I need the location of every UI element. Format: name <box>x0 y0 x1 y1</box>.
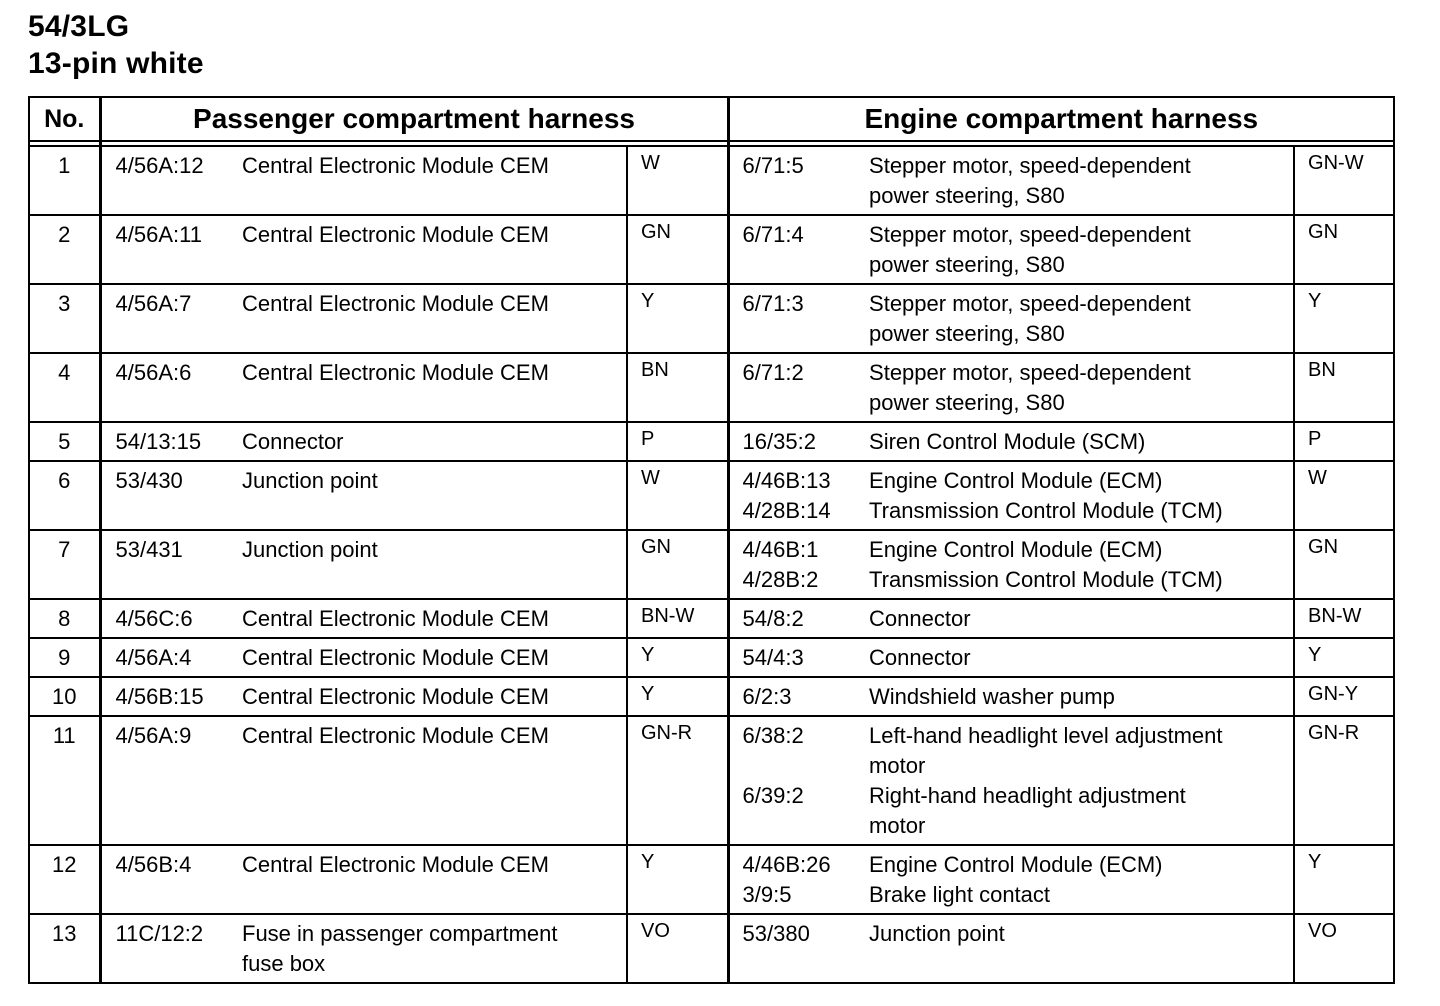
header-engine-harness: Engine compartment harness <box>728 97 1394 141</box>
passenger-description <box>242 530 627 599</box>
engine-ref-line: 4/28B:14 <box>742 498 831 523</box>
passenger-description-line: Central Electronic Module CEM <box>242 222 549 247</box>
passenger-ref-line: 53/430 <box>115 468 183 493</box>
engine-ref-line: 54/8:2 <box>742 606 804 631</box>
engine-description-line: power steering, S80 <box>869 252 1065 277</box>
engine-description-line: Left-hand headlight level adjustment <box>869 723 1223 748</box>
passenger-description-line: Junction point <box>242 468 378 493</box>
pin-number <box>29 461 100 530</box>
engine-description-line: Windshield washer pump <box>869 684 1115 709</box>
passenger-ref <box>100 677 242 716</box>
passenger-ref-line: 4/56A:12 <box>115 153 204 178</box>
passenger-wire-color <box>627 599 728 638</box>
passenger-wire-color-line: P <box>641 428 655 450</box>
passenger-ref <box>100 146 242 215</box>
engine-ref-line <box>743 751 870 781</box>
passenger-wire-color <box>627 461 728 530</box>
passenger-wire-color-line: W <box>641 467 660 489</box>
passenger-wire-color-line: BN <box>641 359 669 381</box>
pin-number-line: 7 <box>58 537 71 562</box>
passenger-wire-color <box>627 284 728 353</box>
passenger-ref-line: 4/56A:9 <box>115 723 192 748</box>
passenger-ref-line: 4/56C:6 <box>115 606 193 631</box>
passenger-description <box>242 716 627 845</box>
pin-number <box>29 530 100 599</box>
pin-number <box>29 284 100 353</box>
engine-description-line: Stepper motor, speed-dependent <box>869 222 1191 247</box>
passenger-description <box>242 284 627 353</box>
engine-description <box>869 845 1294 914</box>
connector-id: 54/3LG <box>28 10 130 43</box>
pin-number-line: 2 <box>58 222 71 247</box>
engine-description-line: Stepper motor, speed-dependent <box>869 360 1191 385</box>
engine-wire-color-line: GN <box>1308 536 1339 558</box>
passenger-ref <box>100 461 242 530</box>
engine-ref-line: 4/46B:1 <box>742 537 819 562</box>
pin-number-line: 12 <box>52 852 77 877</box>
passenger-description <box>242 638 627 677</box>
table-row <box>29 599 1394 638</box>
header-passenger-harness: Passenger compartment harness <box>100 97 728 141</box>
passenger-ref-line: 4/56A:7 <box>115 291 192 316</box>
engine-description-line: Right-hand headlight adjustment <box>869 783 1186 808</box>
table-row <box>29 353 1394 422</box>
passenger-ref-line: 53/431 <box>115 537 183 562</box>
engine-ref-line: 4/46B:13 <box>742 468 831 493</box>
engine-wire-color <box>1294 599 1394 638</box>
passenger-description-line: Junction point <box>242 537 378 562</box>
engine-description <box>869 914 1294 983</box>
engine-description <box>869 146 1294 215</box>
pin-number-line: 13 <box>52 921 77 946</box>
engine-wire-color-line: BN <box>1308 359 1336 381</box>
passenger-ref-line: 4/56A:6 <box>115 360 192 385</box>
pin-number-line: 5 <box>58 429 71 454</box>
pin-number <box>29 716 100 845</box>
engine-wire-color <box>1294 914 1394 983</box>
engine-wire-color <box>1294 461 1394 530</box>
passenger-ref-line: 4/56B:15 <box>115 684 204 709</box>
passenger-wire-color <box>627 146 728 215</box>
connector-description: 13-pin white <box>28 47 204 80</box>
passenger-ref <box>100 422 242 461</box>
table-row <box>29 146 1394 215</box>
passenger-description-line: Central Electronic Module CEM <box>242 645 549 670</box>
engine-wire-color-line: GN <box>1308 221 1339 243</box>
engine-description-line: Brake light contact <box>869 882 1051 907</box>
engine-ref-line: 6/71:3 <box>742 291 804 316</box>
document-title <box>28 8 204 82</box>
engine-description <box>869 677 1294 716</box>
table-row <box>29 215 1394 284</box>
engine-wire-color <box>1294 284 1394 353</box>
passenger-wire-color-line: VO <box>641 920 670 942</box>
passenger-description-line: Fuse in passenger compartment <box>242 921 558 946</box>
passenger-wire-color <box>627 914 728 983</box>
engine-ref <box>728 677 869 716</box>
passenger-description <box>242 353 627 422</box>
passenger-description <box>242 461 627 530</box>
engine-wire-color <box>1294 353 1394 422</box>
pin-number <box>29 146 100 215</box>
passenger-description <box>242 215 627 284</box>
engine-ref-line: 6/71:5 <box>742 153 804 178</box>
engine-wire-color-line: GN-R <box>1308 722 1360 744</box>
engine-ref <box>728 845 869 914</box>
engine-ref <box>728 215 869 284</box>
passenger-description <box>242 914 627 983</box>
passenger-ref <box>100 530 242 599</box>
engine-wire-color-line: P <box>1308 428 1322 450</box>
passenger-description-line: Central Electronic Module CEM <box>242 606 549 631</box>
passenger-wire-color <box>627 353 728 422</box>
engine-ref <box>728 146 869 215</box>
engine-wire-color-line: Y <box>1308 644 1322 666</box>
engine-description-line: Stepper motor, speed-dependent <box>869 291 1191 316</box>
engine-ref <box>728 284 869 353</box>
engine-ref-line: 54/4:3 <box>742 645 804 670</box>
engine-description-line: Stepper motor, speed-dependent <box>869 153 1191 178</box>
engine-description-line: Junction point <box>869 921 1005 946</box>
header-no: No. <box>29 97 100 141</box>
engine-ref-line: 4/28B:2 <box>742 567 819 592</box>
engine-description-line: motor <box>869 753 926 778</box>
passenger-wire-color-line: W <box>641 152 660 174</box>
engine-wire-color <box>1294 215 1394 284</box>
passenger-wire-color <box>627 638 728 677</box>
pin-number <box>29 638 100 677</box>
engine-wire-color <box>1294 638 1394 677</box>
passenger-description-line: Connector <box>242 429 344 454</box>
engine-description-line: Connector <box>869 645 971 670</box>
engine-ref-line: 6/71:2 <box>742 360 804 385</box>
passenger-description <box>242 422 627 461</box>
engine-description-line: Connector <box>869 606 971 631</box>
pin-number-line: 10 <box>52 684 77 709</box>
passenger-wire-color <box>627 677 728 716</box>
engine-ref-line: 3/9:5 <box>742 882 792 907</box>
table-row <box>29 677 1394 716</box>
engine-wire-color <box>1294 530 1394 599</box>
passenger-ref-line: 4/56B:4 <box>115 852 192 877</box>
engine-wire-color-line: Y <box>1308 851 1322 873</box>
engine-ref-line: 53/380 <box>742 921 810 946</box>
engine-wire-color <box>1294 422 1394 461</box>
passenger-ref-line: 11C/12:2 <box>115 921 204 946</box>
pin-number-line: 4 <box>58 360 71 385</box>
table-row <box>29 284 1394 353</box>
passenger-description <box>242 845 627 914</box>
engine-ref <box>728 638 869 677</box>
passenger-description-line: Central Electronic Module CEM <box>242 684 549 709</box>
pin-number <box>29 422 100 461</box>
engine-wire-color-line: Y <box>1308 290 1322 312</box>
passenger-ref <box>100 638 242 677</box>
passenger-ref-line: 4/56A:11 <box>115 222 202 247</box>
passenger-wire-color-line: BN-W <box>641 605 695 627</box>
engine-wire-color <box>1294 677 1394 716</box>
passenger-wire-color-line: Y <box>641 644 655 666</box>
passenger-ref <box>100 284 242 353</box>
table-body <box>29 146 1394 983</box>
passenger-description-line: Central Electronic Module CEM <box>242 360 549 385</box>
engine-wire-color-line: BN-W <box>1308 605 1362 627</box>
engine-description-line: Transmission Control Module (TCM) <box>869 498 1223 523</box>
pin-number <box>29 845 100 914</box>
table-row <box>29 638 1394 677</box>
table-row <box>29 422 1394 461</box>
passenger-description <box>242 677 627 716</box>
engine-ref <box>728 914 869 983</box>
passenger-description-line: fuse box <box>242 951 326 976</box>
passenger-description-line: Central Electronic Module CEM <box>242 291 549 316</box>
engine-description <box>869 353 1294 422</box>
passenger-wire-color-line: GN <box>641 221 671 243</box>
engine-description-line: Engine Control Module (ECM) <box>869 468 1163 493</box>
engine-ref-line: 6/2:3 <box>742 684 792 709</box>
pin-number-line: 6 <box>58 468 71 493</box>
table-row <box>29 716 1394 845</box>
passenger-wire-color-line: GN-R <box>641 722 693 744</box>
passenger-ref <box>100 914 242 983</box>
pin-number-line: 3 <box>58 291 71 316</box>
engine-ref <box>728 530 869 599</box>
passenger-description-line: Central Electronic Module CEM <box>242 852 549 877</box>
table-row <box>29 530 1394 599</box>
engine-description-line: power steering, S80 <box>869 390 1065 415</box>
passenger-description <box>242 146 627 215</box>
passenger-ref <box>100 716 242 845</box>
engine-ref-line: 6/71:4 <box>742 222 804 247</box>
table-header <box>29 97 1394 141</box>
engine-wire-color <box>1294 716 1394 845</box>
passenger-wire-color-line: Y <box>641 290 655 312</box>
engine-ref <box>728 422 869 461</box>
passenger-wire-color <box>627 422 728 461</box>
engine-wire-color-line: VO <box>1308 920 1337 942</box>
engine-description <box>869 638 1294 677</box>
passenger-ref <box>100 353 242 422</box>
engine-ref-line: 4/46B:26 <box>742 852 831 877</box>
engine-description-line: power steering, S80 <box>869 183 1065 208</box>
engine-description-line: power steering, S80 <box>869 321 1065 346</box>
pin-number <box>29 599 100 638</box>
passenger-ref-line: 54/13:15 <box>115 429 202 454</box>
passenger-ref-line: 4/56A:4 <box>115 645 192 670</box>
engine-description-line: Transmission Control Module (TCM) <box>869 567 1223 592</box>
engine-ref <box>728 461 869 530</box>
engine-wire-color <box>1294 845 1394 914</box>
passenger-ref <box>100 215 242 284</box>
engine-ref-line: 6/38:2 <box>742 723 804 748</box>
pin-number <box>29 677 100 716</box>
pin-number-line: 8 <box>58 606 71 631</box>
table-row <box>29 845 1394 914</box>
engine-wire-color <box>1294 146 1394 215</box>
passenger-wire-color <box>627 716 728 845</box>
passenger-description-line: Central Electronic Module CEM <box>242 723 549 748</box>
engine-wire-color-line: GN-W <box>1308 152 1364 174</box>
table-row <box>29 461 1394 530</box>
passenger-wire-color <box>627 530 728 599</box>
engine-description <box>869 284 1294 353</box>
engine-description-line: motor <box>869 813 926 838</box>
passenger-wire-color-line: Y <box>641 683 655 705</box>
engine-description-line: Siren Control Module (SCM) <box>869 429 1146 454</box>
engine-description-line: Engine Control Module (ECM) <box>869 537 1163 562</box>
passenger-wire-color <box>627 845 728 914</box>
engine-ref <box>728 599 869 638</box>
pin-number-line: 11 <box>52 723 76 748</box>
passenger-ref <box>100 599 242 638</box>
engine-description-line: Engine Control Module (ECM) <box>869 852 1163 877</box>
engine-description <box>869 530 1294 599</box>
engine-wire-color-line: W <box>1308 467 1327 489</box>
engine-ref-line: 6/39:2 <box>742 783 804 808</box>
engine-description <box>869 215 1294 284</box>
pin-number <box>29 353 100 422</box>
engine-ref-line <box>743 811 870 841</box>
engine-ref <box>728 353 869 422</box>
engine-wire-color-line: GN-Y <box>1308 683 1359 705</box>
engine-description <box>869 716 1294 845</box>
table-row <box>29 914 1394 983</box>
pin-number-line: 9 <box>58 645 71 670</box>
passenger-wire-color <box>627 215 728 284</box>
passenger-description-line: Central Electronic Module CEM <box>242 153 549 178</box>
engine-ref-line: 16/35:2 <box>742 429 816 454</box>
engine-ref <box>728 716 869 845</box>
passenger-description <box>242 599 627 638</box>
passenger-wire-color-line: GN <box>641 536 671 558</box>
pin-number-line: 1 <box>58 153 71 178</box>
engine-description <box>869 422 1294 461</box>
engine-description <box>869 461 1294 530</box>
pin-number <box>29 914 100 983</box>
pin-number <box>29 215 100 284</box>
pin-assignment-table <box>28 96 1395 984</box>
passenger-wire-color-line: Y <box>641 851 655 873</box>
engine-description <box>869 599 1294 638</box>
passenger-ref <box>100 845 242 914</box>
